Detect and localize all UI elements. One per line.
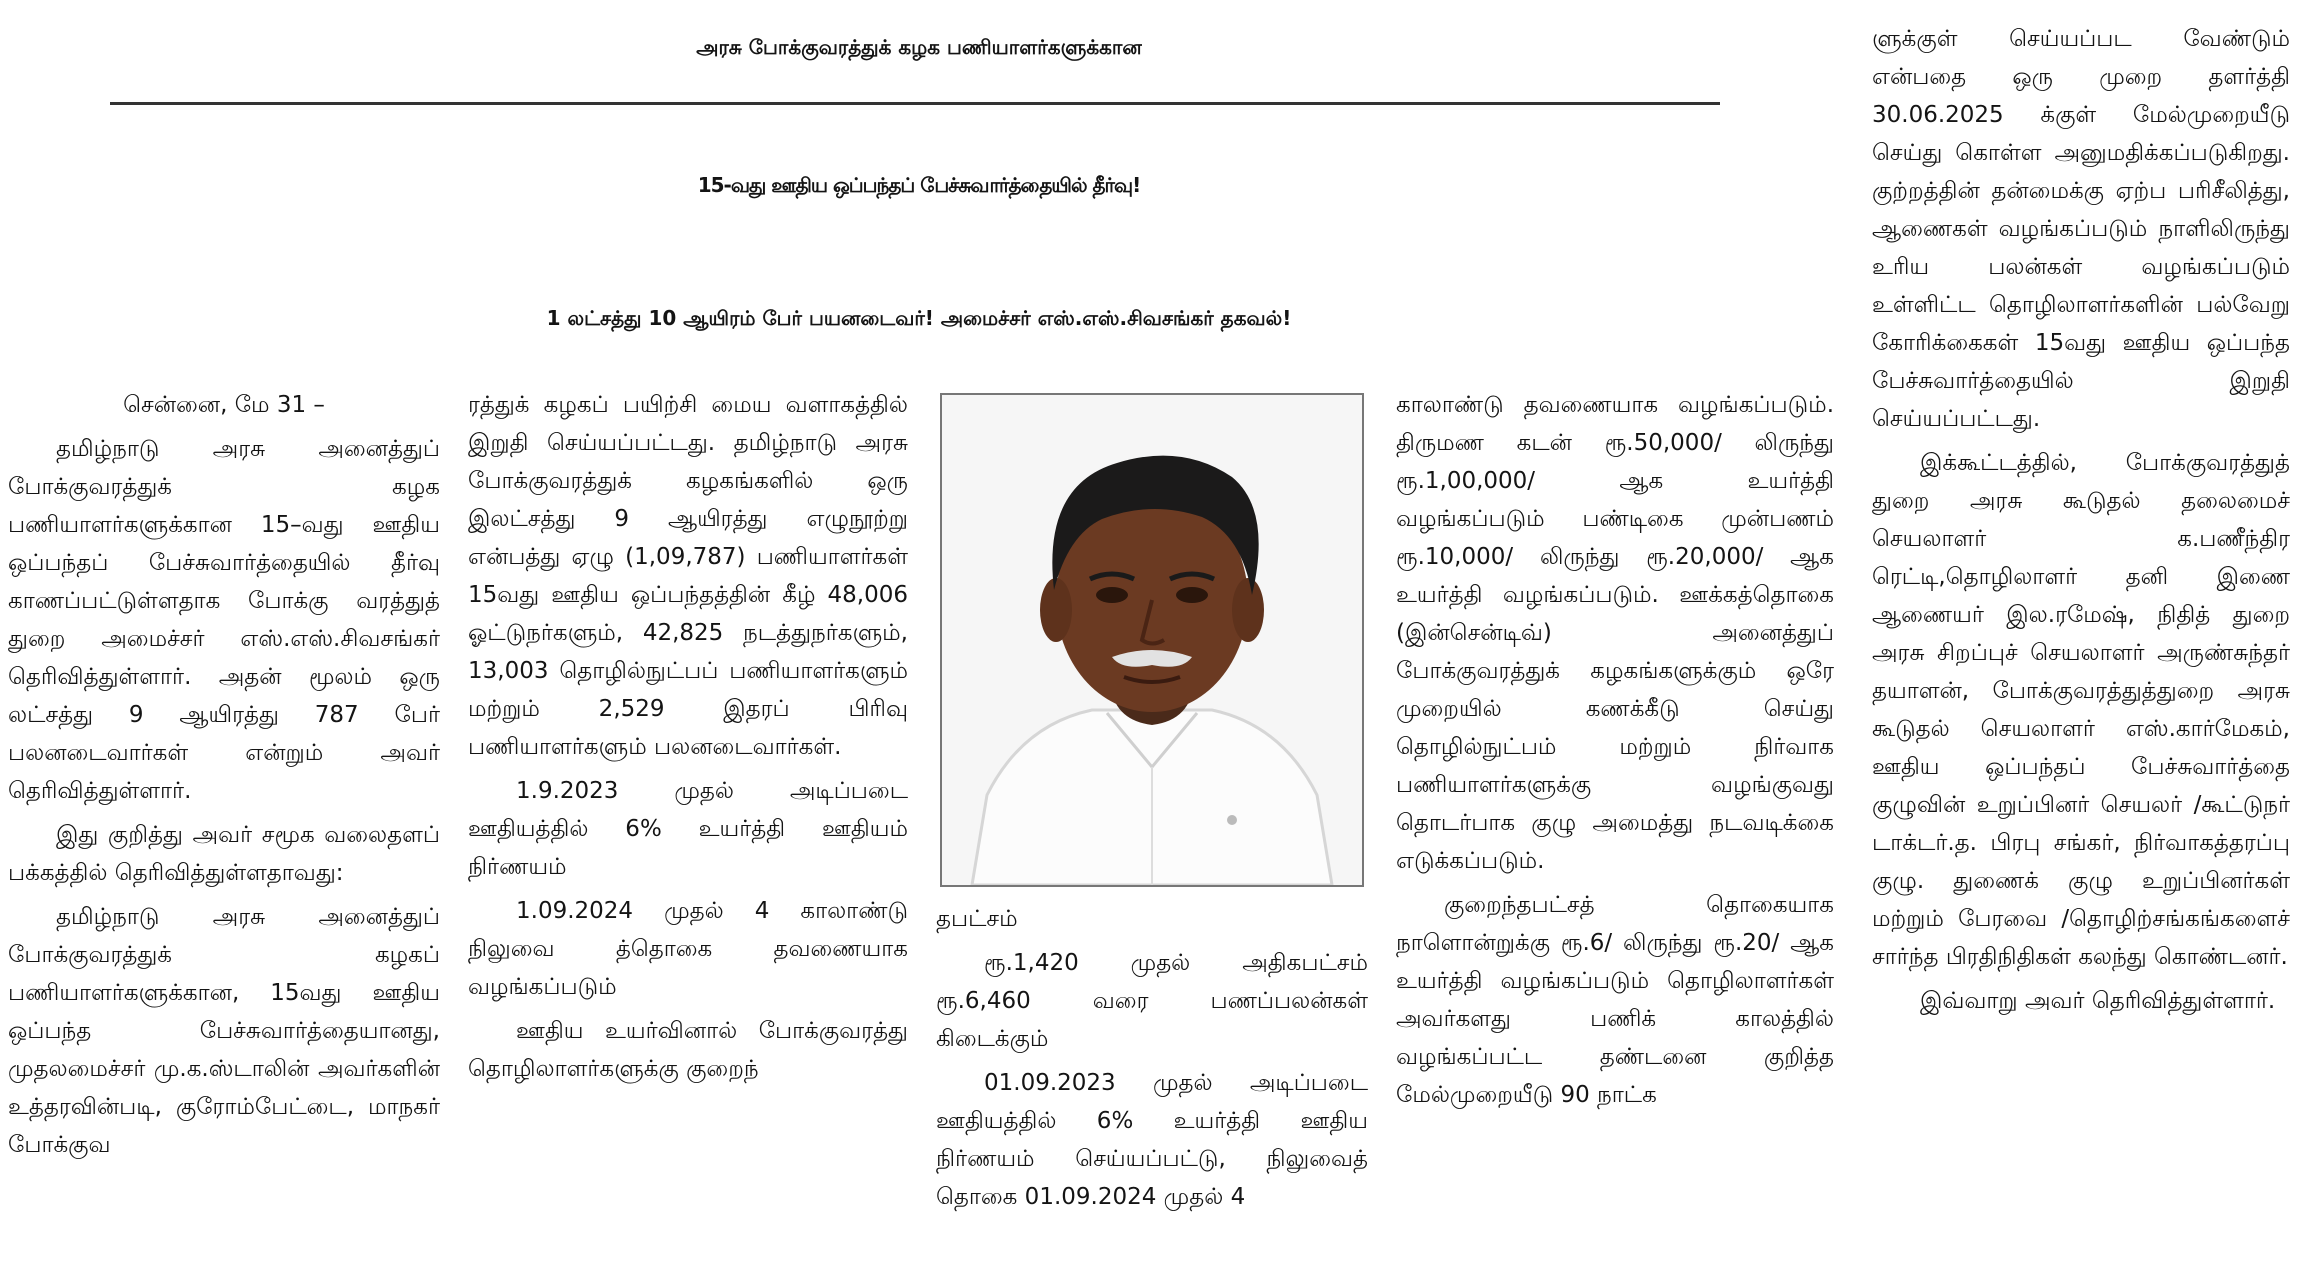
article-column-1	[8, 386, 440, 1266]
article-column-5	[1872, 20, 2290, 1266]
main-headline: 15-வது ஊதிய ஒப்பந்தப் பேச்சுவார்த்தையில் தீர்வு!	[697, 173, 1141, 197]
paragraph: 01.09.2023 முதல் அடிப்படை ஊதியத்தில் 6% உயர்த்தி ஊதிய நிர்ணயம் செய்யப்பட்டு, நிலுவைத் தொகை 01.09.2024 முதல் 4	[936, 1070, 1368, 1210]
paragraph: தமிழ்நாடு அரசு அனைத்துப் போக்குவரத்துக் கழக பணியாளர்களுக்கான 15–வது ஊதிய ஒப்பந்தப் பேச்சுவார்த்தையில் தீர்வு காணப்பட்டுள்ளதாக போக்கு வரத்துத் துறை அமைச்சர் எஸ்.எஸ்.சிவசங்கர் தெரிவித்துள்ளார். அதன் மூலம் ஒரு லட்சத்து 9 ஆயிரத்து 787 பேர் பலனடைவார்கள் என்றும் அவர் தெரிவித்துள்ளார்.	[8, 436, 440, 804]
dateline: சென்னை, மே 31 –	[123, 392, 325, 418]
paragraph: குறைந்தபட்சத் தொகையாக நாளொன்றுக்கு ரூ.6/ லிருந்து ரூ.20/ ஆக உயர்த்தி வழங்கப்படும் தொழிலாளர்கள் அவர்களது பணிக் காலத்தில் வழங்கப்பட்ட தண்டனை குறித்த மேல்முறையீடு 90 நாட்க	[1396, 892, 1834, 1108]
article-column-2	[468, 386, 908, 1266]
paragraph: 1.9.2023 முதல் அடிப்படை ஊதியத்தில் 6% உயர்த்தி ஊதியம் நிர்ணயம்	[468, 778, 908, 880]
paragraph: ரத்துக் கழகப் பயிற்சி மைய வளாகத்தில் இறுதி செய்யப்பட்டது. தமிழ்நாடு அரசு போக்குவரத்துக் கழகங்களில் ஒரு இலட்சத்து 9 ஆயிரத்து எழுநூற்று என்பத்து ஏழு (1,09,787) பணியாளர்கள் 15வது ஊதிய ஒப்பந்தத்தின் கீழ் 48,006 ஓட்டுநர்களும், 42,825 நடத்துநர்களும், 13,003 தொழில்நுட்பப் பணியாளர்களும் மற்றும் 2,529 இதரப் பிரிவு பணியாளர்களும் பலனடைவார்கள்.	[468, 392, 908, 760]
headline-divider	[110, 102, 1720, 105]
paragraph: இது குறித்து அவர் சமூக வலைதளப் பக்கத்தில் தெரிவித்துள்ளதாவது:	[8, 822, 440, 886]
sub-headline: 1 லட்சத்து 10 ஆயிரம் பேர் பயனடைவர்! அமைச்சர் எஸ்.எஸ்.சிவசங்கர் தகவல்!	[546, 306, 1292, 330]
paragraph: இவ்வாறு அவர் தெரிவித்துள்ளார்.	[1920, 988, 2276, 1014]
paragraph: ளுக்குள் செய்யப்பட வேண்டும் என்பதை ஒரு முறை தளர்த்தி 30.06.2025 க்குள் மேல்முறையீடு செய்து கொள்ள அனுமதிக்கப்படுகிறது. குற்றத்தின் தன்மைக்கு ஏற்ப பரிசீலித்து, ஆணைகள் வழங்கப்படும் நாளிலிருந்து உரிய பலன்கள் வழங்கப்படும் உள்ளிட்ட தொழிலாளர்களின் பல்வேறு கோரிக்கைகள் 15வது ஊதிய ஒப்பந்த பேச்சுவார்த்தையில் இறுதி செய்யப்பட்டது.	[1872, 26, 2290, 432]
paragraph: ஊதிய உயர்வினால் போக்குவரத்து தொழிலாளர்களுக்கு குறைந்	[468, 1018, 908, 1082]
article-column-4	[1396, 386, 1834, 1266]
paragraph: 1.09.2024 முதல் 4 காலாண்டு நிலுவை த்தொகை தவணையாக வழங்கப்படும்	[468, 898, 908, 1000]
headline-block	[0, 0, 1838, 390]
minister-photo	[940, 393, 1364, 887]
paragraph: தமிழ்நாடு அரசு அனைத்துப் போக்குவரத்துக் கழகப் பணியாளர்களுக்கான, 15வது ஊதிய ஒப்பந்த பேச்சுவார்த்தையானது, முதலமைச்சர் மு.க.ஸ்டாலின் அவர்களின் உத்தரவின்படி, குரோம்பேட்டை, மாநகர் போக்குவ	[8, 904, 440, 1158]
paragraph: ரூ.1,420 முதல் அதிகபட்சம் ரூ.6,460 வரை பணப்பலன்கள் கிடைக்கும்	[936, 950, 1368, 1052]
paragraph: தபட்சம்	[936, 906, 1018, 932]
kicker-headline: அரசு போக்குவரத்துக் கழக பணியாளர்களுக்கான	[696, 35, 1142, 59]
paragraph: காலாண்டு தவணையாக வழங்கப்படும். திருமண கடன் ரூ.50,000/ லிருந்து ரூ.1,00,000/ ஆக உயர்த்தி வழங்கப்படும் பண்டிகை முன்பணம் ரூ.10,000/ லிருந்து ரூ.20,000/ ஆக உயர்த்தி வழங்கப்படும். ஊக்கத்தொகை (இன்சென்டிவ்) அனைத்துப் போக்குவரத்துக் கழகங்களுக்கும் ஒரே முறையில் கணக்கீடு செய்து தொழில்நுட்பம் மற்றும் நிர்வாக பணியாளர்களுக்கு வழங்குவது தொடர்பாக குழு அமைத்து நடவடிக்கை எடுக்கப்படும்.	[1396, 392, 1834, 874]
article-column-3	[936, 900, 1368, 1266]
paragraph: இக்கூட்டத்தில், போக்குவரத்துத் துறை அரசு கூடுதல் தலைமைச் செயலாளர் க.பணீந்திர ரெட்டி,தொழிலாளர் தனி இணை ஆணையர் இல.ரமேஷ், நிதித் துறை அரசு சிறப்புச் செயலாளர் அருண்சுந்தர் தயாளன், போக்குவரத்துத்துறை அரசு கூடுதல் செயலாளர் எஸ்.கார்மேகம், ஊதிய ஒப்பந்தப் பேச்சுவார்த்தை குழுவின் உறுப்பினர் செயலர் /கூட்டுநர் டாக்டர்.த. பிரபு சங்கர், நிர்வாகத்தரப்பு குழு. துணைக் குழு உறுப்பினர்கள் மற்றும் பேரவை /தொழிற்சங்கங்களைச் சார்ந்த பிரதிநிதிகள் கலந்து கொண்டனர்.	[1872, 450, 2290, 970]
portrait-image	[942, 395, 1362, 885]
